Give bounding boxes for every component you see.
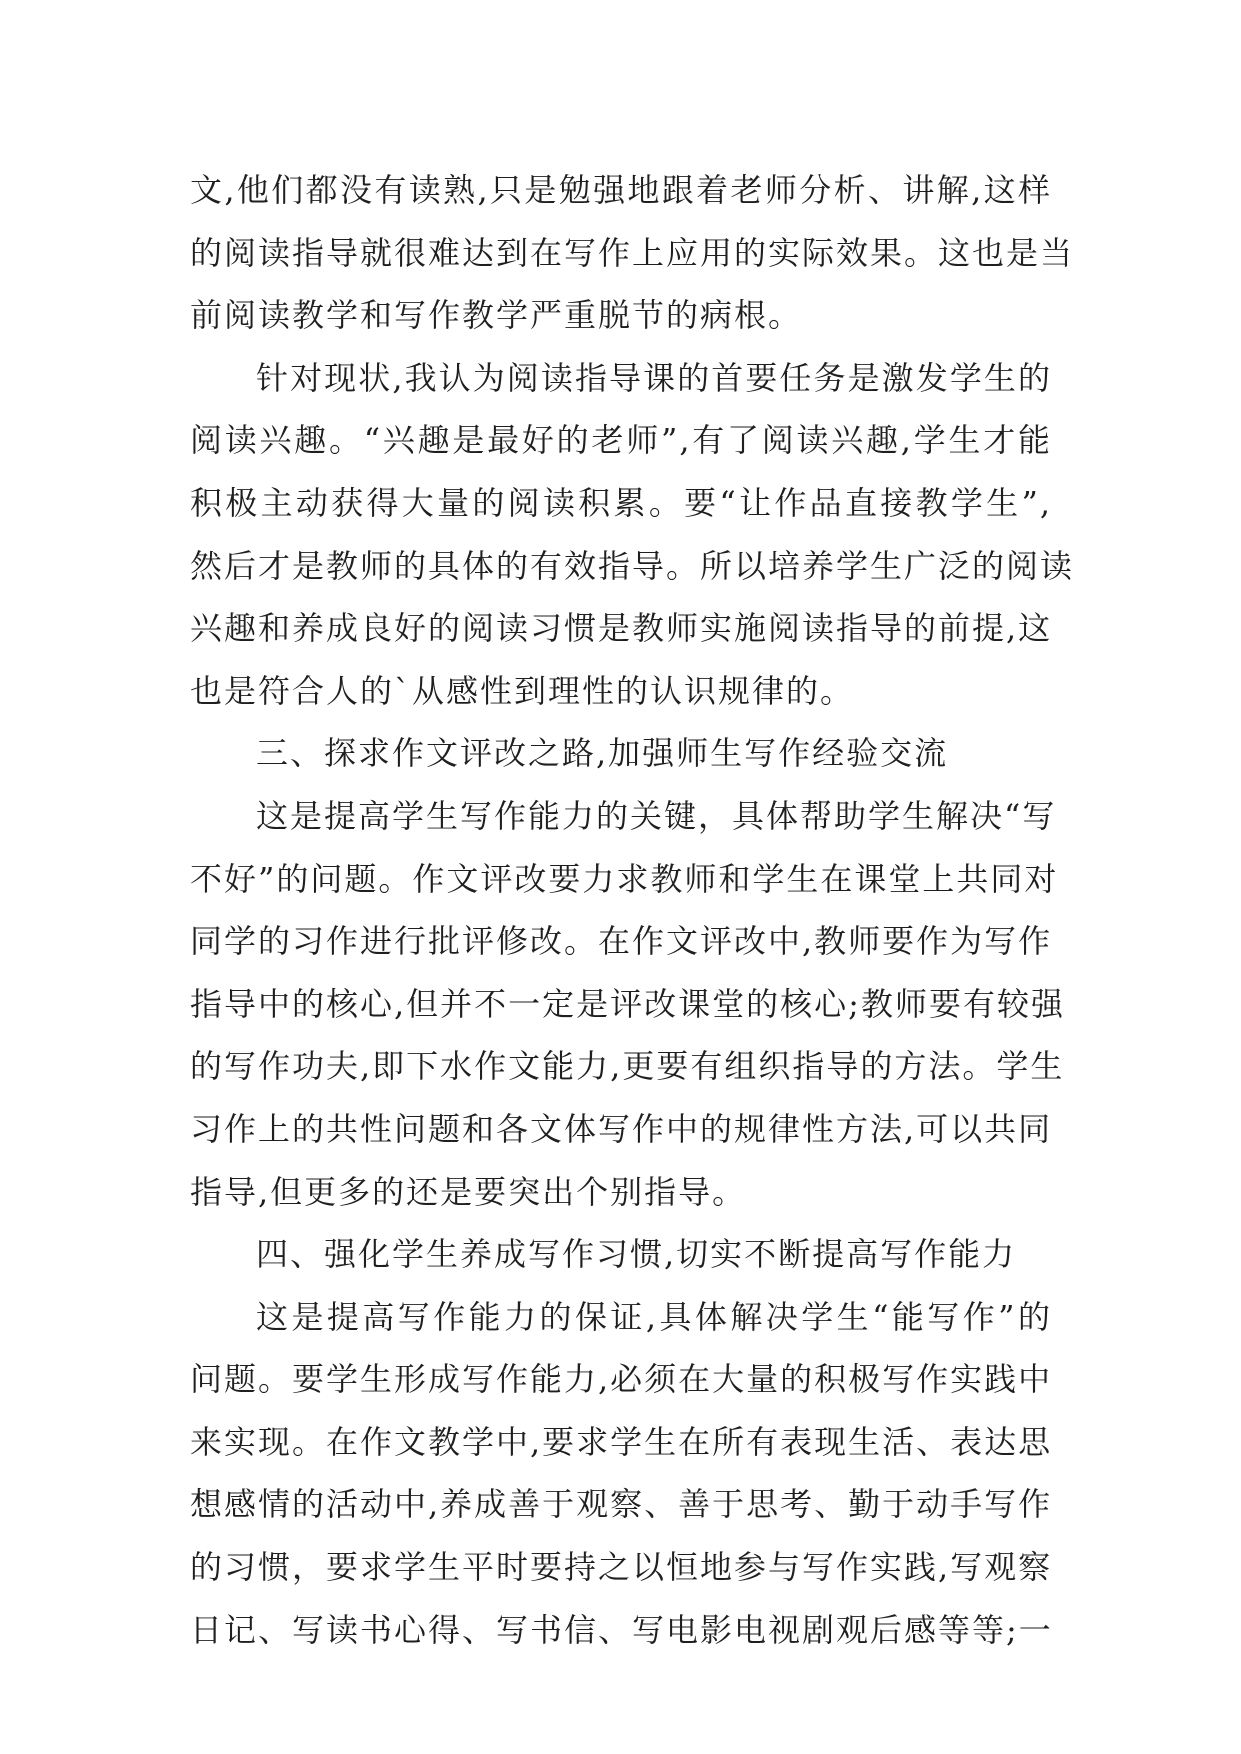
body-text [190,159,1075,1661]
text-line: 指导中的核心,但并不一定是评改课堂的核心;教师要有较强 [190,984,1065,1023]
text-line: 不好”的问题。作文评改要力求教师和学生在课堂上共同对 [190,859,1059,898]
text-line: 针对现状,我认为阅读指导课的首要任务是激发学生的 [256,358,1052,397]
text-line: 问题。要学生形成写作能力,必须在大量的积极写作实践中 [190,1360,1053,1399]
text-line: 日记、写读书心得、写书信、写电影电视剧观后感等等;一 [190,1610,1053,1649]
text-line: 然后才是教师的具体的有效指导。所以培养学生广泛的阅读 [190,546,1075,585]
text-line: 的阅读指导就很难达到在写作上应用的实际效果。这也是当 [190,233,1075,272]
text-line: 前阅读教学和写作教学严重脱节的病根。 [190,296,803,335]
text-line: 积极主动获得大量的阅读积累。要“让作品直接教学生”, [190,483,1052,522]
text-line: 也是符合人的`从感性到理性的认识规律的。 [190,671,855,710]
text-line: 的习惯，要求学生平时要持之以恒地参与写作实践,写观察 [190,1548,1053,1587]
text-line: 来实现。在作文教学中,要求学生在所有表现生活、表达思 [190,1422,1053,1461]
text-line: 文,他们都没有读熟,只是勉强地跟着老师分析、讲解,这样 [190,171,1052,209]
section-heading: 四、强化学生养成写作习惯,切实不断提高写作能力 [256,1235,1017,1274]
text-line: 这是提高写作能力的保证,具体解决学生“能写作”的 [256,1297,1052,1336]
text-line: 习作上的共性问题和各文体写作中的规律性方法,可以共同 [190,1109,1053,1148]
text-line: 阅读兴趣。“兴趣是最好的老师”,有了阅读兴趣,学生才能 [190,421,1052,460]
section-heading: 三、探求作文评改之路,加强师生写作经验交流 [256,734,949,773]
text-line: 这是提高学生写作能力的关键，具体帮助学生解决“写 [256,796,1057,835]
text-line: 指导,但更多的还是要突出个别指导。 [190,1172,747,1211]
text-line: 兴趣和养成良好的阅读习惯是教师实施阅读指导的前提,这 [190,609,1053,648]
text-line: 想感情的活动中,养成善于观察、善于思考、勤于动手写作 [190,1485,1053,1524]
text-line: 的写作功夫,即下水作文能力,更要有组织指导的方法。学生 [190,1047,1065,1086]
text-line: 同学的习作进行批评修改。在作文评改中,教师要作为写作 [190,922,1053,961]
